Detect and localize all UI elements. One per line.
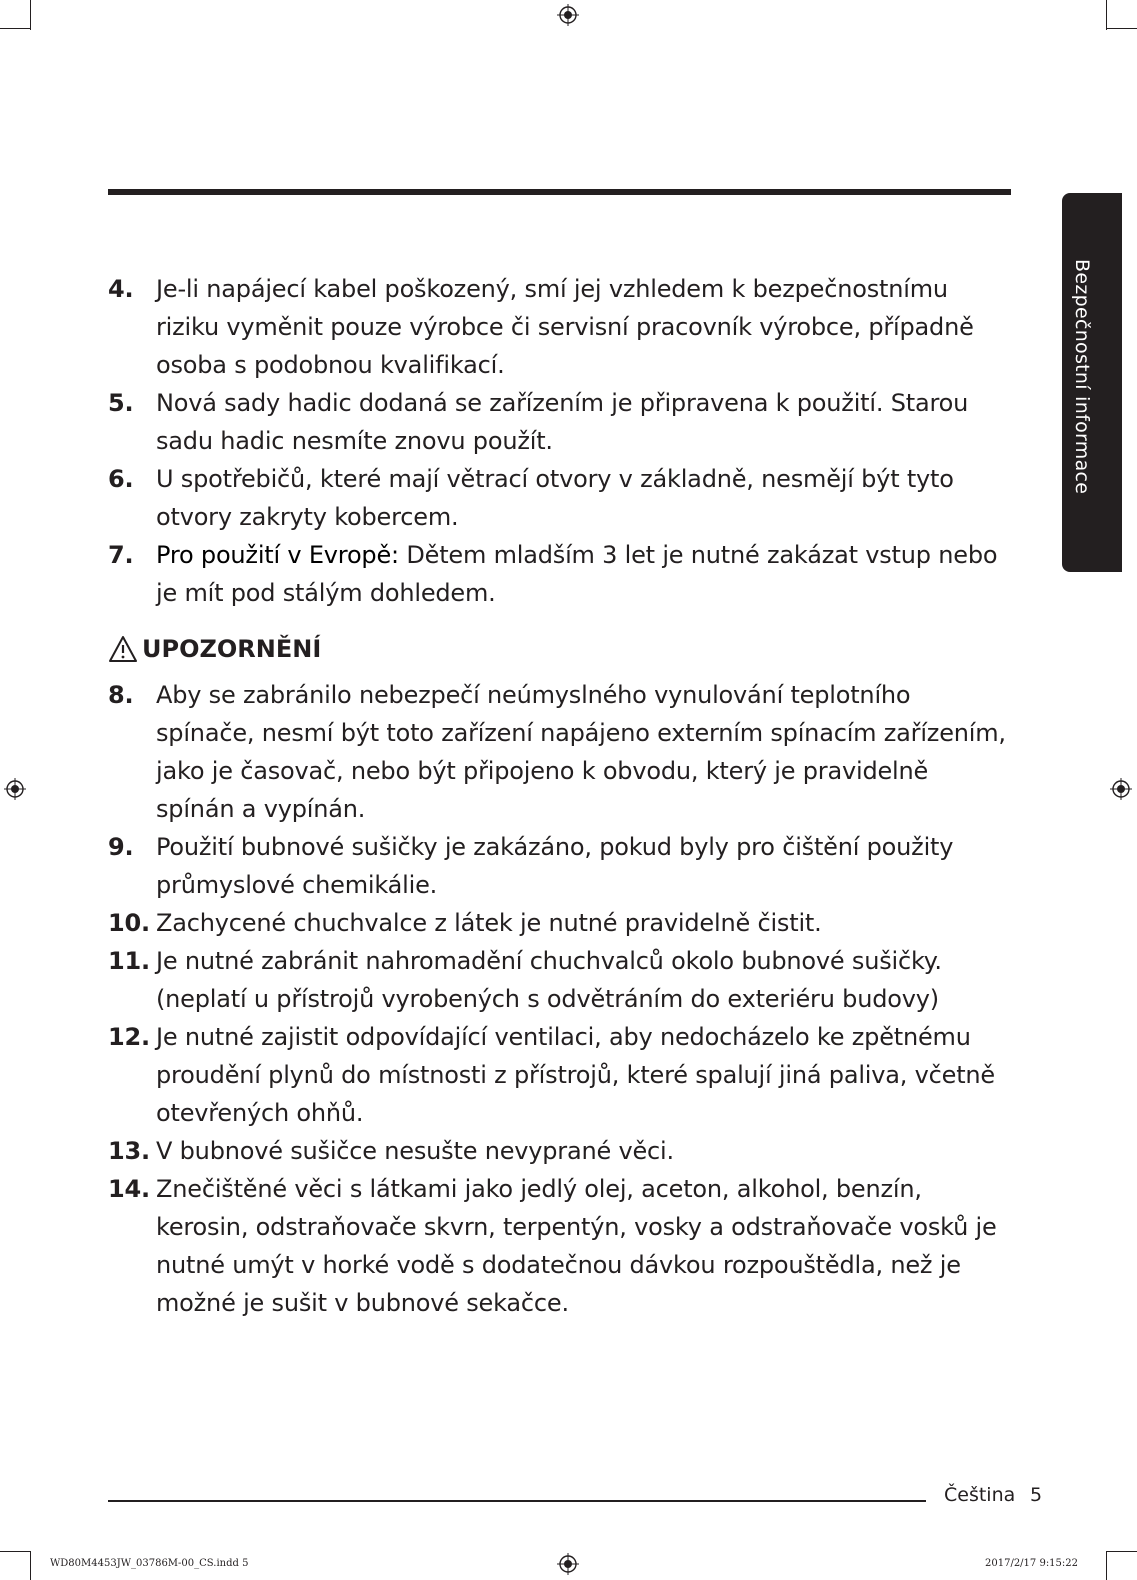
- list-item-lead: Pro použití v Evropě:: [156, 541, 399, 569]
- crop-mark: [30, 0, 31, 30]
- slug-file: WD80M4453JW_03786M-00_CS.indd 5: [50, 1558, 249, 1569]
- registration-mark-icon: [4, 778, 26, 800]
- registration-mark-icon: [557, 4, 579, 26]
- list-item-number: 13.: [108, 1137, 150, 1165]
- list-item-number: 14.: [108, 1175, 150, 1203]
- list-item-number: 7.: [108, 541, 134, 569]
- warning-heading: [108, 630, 1013, 668]
- list-item-text: Znečištěné věci s látkami jako jedlý olej, aceton, alkohol, benzín, kerosin, odstraňovače skvrn, terpentýn, vosky a odstraňovače vosků je nutné umýt v horké vodě s dodatečnou dávkou rozpouštědla, než je možné je sušit v bubnové sekačce.: [156, 1175, 997, 1317]
- list-item-number: 8.: [108, 681, 134, 709]
- section-side-tab-label: Bezpečnostní informace: [1071, 259, 1093, 495]
- list-item: [108, 904, 1013, 942]
- crop-mark: [1106, 0, 1107, 30]
- crop-mark: [1106, 1551, 1107, 1580]
- safety-items-after: [108, 676, 1013, 1322]
- list-item: [108, 460, 1013, 536]
- crop-mark: [0, 28, 30, 29]
- list-item-text: Nová sady hadic dodaná se zařízením je připravena k použití. Starou sadu hadic nesmíte znovu použít.: [156, 389, 969, 455]
- list-item: [108, 384, 1013, 460]
- footer-rule: [108, 1500, 926, 1502]
- list-item-number: 5.: [108, 389, 134, 417]
- list-item-text: Je nutné zajistit odpovídající ventilaci, aby nedocházelo ke zpětnému proudění plynů do místnosti z přístrojů, které spalují jiná paliva, včetně otevřených ohňů.: [156, 1023, 995, 1127]
- list-item-text: Zachycené chuchvalce z látek je nutné pravidelně čistit.: [156, 909, 822, 937]
- list-item-text: Aby se zabránilo nebezpečí neúmyslného vynulování teplotního spínače, nesmí být toto zařízení napájeno externím spínacím zařízením, jako je časovač, nebo být připojeno k obvodu, který je pravidelně spínán a vypínán.: [156, 681, 1006, 823]
- list-item: [108, 1132, 1013, 1170]
- list-item-text: U spotřebičů, které mají větrací otvory v základně, nesmějí být tyto otvory zakryty kobercem.: [156, 465, 954, 531]
- list-item-text: Dětem mladším 3 let je nutné zakázat vstup nebo je mít pod stálým dohledem.: [156, 541, 998, 607]
- list-item-text: Použití bubnové sušičky je zakázáno, pokud byly pro čištění použity průmyslové chemikálie.: [156, 833, 954, 899]
- list-item-number: 11.: [108, 947, 150, 975]
- crop-mark: [0, 1551, 30, 1552]
- list-item-number: 12.: [108, 1023, 150, 1051]
- list-item-text: Je-li napájecí kabel poškozený, smí jej vzhledem k bezpečnostnímu riziku vyměnit pouze výrobce či servisní pracovník výrobce, případně osoba s podobnou kvalifikací.: [156, 275, 974, 379]
- safety-list: [108, 270, 1013, 1322]
- registration-mark-icon: [1110, 778, 1132, 800]
- section-side-tab: [1062, 193, 1122, 572]
- list-item-number: 6.: [108, 465, 134, 493]
- list-item-number: 10.: [108, 909, 150, 937]
- crop-mark: [1106, 1551, 1137, 1552]
- list-item: [108, 1018, 1013, 1132]
- warning-label: UPOZORNĚNÍ: [142, 635, 322, 663]
- list-item-text: V bubnové sušičce nesušte nevyprané věci.: [156, 1137, 674, 1165]
- list-item: [108, 676, 1013, 828]
- list-item: [108, 942, 1013, 1018]
- warning-triangle-icon: [108, 635, 138, 663]
- list-item: [108, 828, 1013, 904]
- crop-mark: [1106, 28, 1137, 29]
- top-rule: [108, 189, 1011, 195]
- list-item: [108, 536, 1013, 612]
- crop-mark: [30, 1551, 31, 1580]
- list-item: [108, 1170, 1013, 1322]
- slug-timestamp: 2017/2/17 9:15:22: [985, 1558, 1079, 1569]
- list-item: [108, 270, 1013, 384]
- list-item-number: 9.: [108, 833, 134, 861]
- list-item-number: 4.: [108, 275, 134, 303]
- page-number: 5: [1030, 1484, 1043, 1506]
- footer-language: Čeština: [944, 1484, 1016, 1506]
- list-item-text: Je nutné zabránit nahromadění chuchvalců okolo bubnové sušičky. (neplatí u přístrojů vyrobených s odvětráním do exteriéru budovy): [156, 947, 942, 1013]
- safety-items-before: [108, 270, 1013, 612]
- registration-mark-icon: [557, 1553, 579, 1575]
